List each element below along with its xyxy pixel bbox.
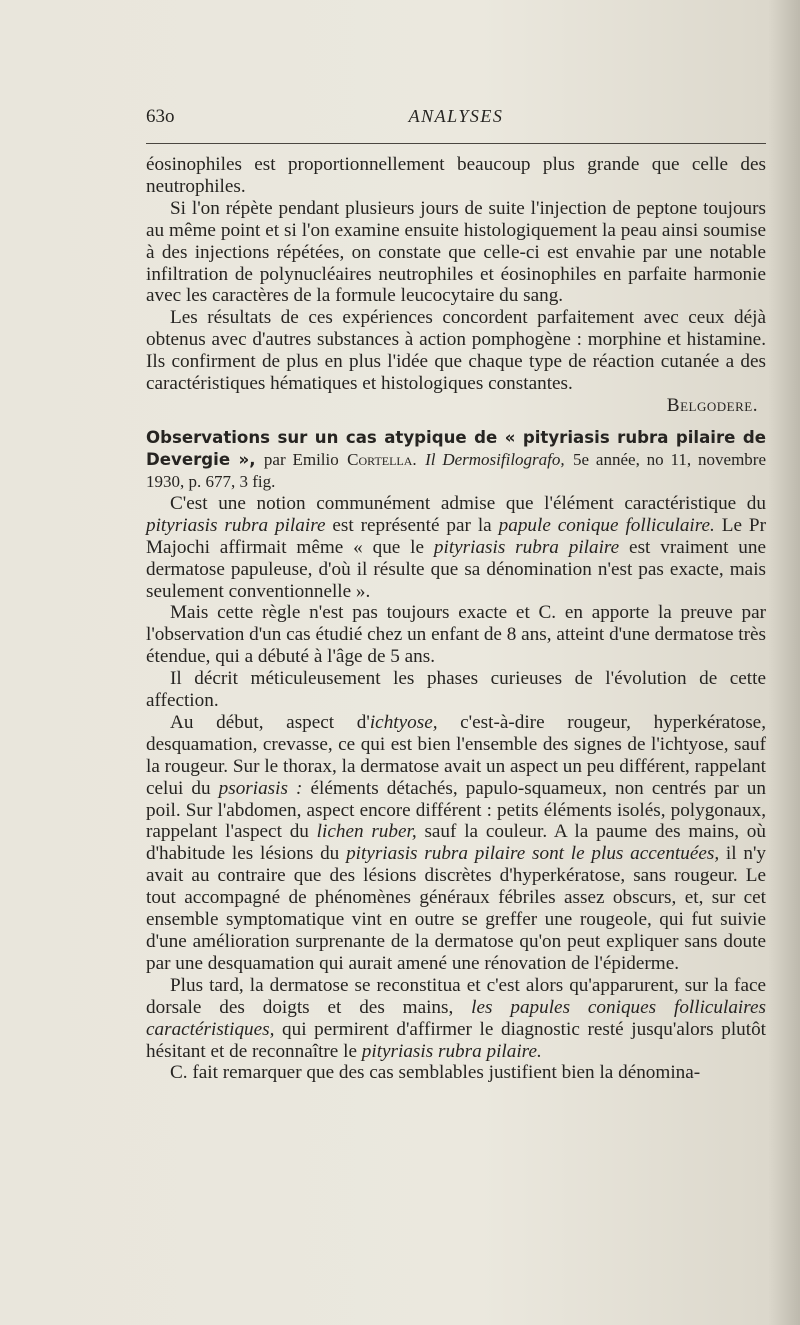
text-run: Mais cette règle n'est pas toujours exacte et C. en apporte la preuve par l'observation d'un cas étudié chez un enfant de 8 ans, atteint d'une dermatose très étendue, qui a débuté à l'âge de 5 ans. (146, 602, 766, 668)
paragraph (146, 668, 766, 712)
text-run: C. fait remarquer que des cas semblables justifient bien la dénomina- (170, 1062, 701, 1084)
paragraph (146, 602, 766, 668)
italic-run: pityriasis rubra pilaire. (361, 1040, 542, 1062)
text-run: éléments détachés, papulo-squameux, non centrés par un poil. Sur l'abdomen, aspect encore différent : petits éléments isolés, polygonaux, rappelant l'aspect du (146, 777, 766, 843)
text-run: Il décrit méticuleusement les phases curieuses de l'évolution de cette affection. (146, 668, 766, 712)
page-body (146, 154, 766, 1084)
text-run: C'est une notion communément admise que l'élément caractéristique du (170, 492, 766, 514)
paragraph: Les résultats de ces expériences concordent parfaitement avec ceux déjà obtenus avec d'autres substances à action pomphogène : morphine et histamine. Ils confirment de plus en plus l'idée que chaque type de réaction cutanée a des caractéristiques hématiques et histologiques constantes. (146, 307, 766, 395)
paragraph (146, 493, 766, 603)
running-title: ANALYSES (408, 106, 504, 126)
article-details: 5e année, no 11, novembre 1930, p. 677, 3 fig. (146, 449, 767, 491)
paragraph: Si l'on répète pendant plusieurs jours de suite l'injection de peptone toujours au même point et si l'on examine ensuite histologiquement la peau ainsi soumise à des injections répétées, on constate que celle-ci est envahie par une notable infiltration de polynucléaires neutrophiles et éosinophiles en parfaite harmonie avec les caractères de la formule leucocytaire du sang. (146, 197, 766, 307)
text-run: est vraiment une dermatose papuleuse, d'où il résulte que sa dénomination n'est pas exacte, mais seulement conventionnelle ». (146, 536, 766, 602)
header-rule (146, 143, 766, 144)
italic-run: pityriasis rubra pilaire (433, 536, 620, 558)
italic-run: lichen ruber, (316, 821, 417, 843)
article-title: Observations sur un cas atypique de « pityriasis rubra pilaire de Devergie », (146, 427, 766, 469)
text-run: Le Pr Majochi affirmait même « que le (146, 514, 766, 558)
text-run: Au début, aspect d' (170, 711, 370, 733)
italic-run: pityriasis rubra pilaire sont le plus accentuées, (346, 843, 720, 865)
article-heading (146, 427, 766, 493)
text-run: sauf la couleur. A la paume des mains, où d'habitude les lésions du (146, 821, 766, 865)
text-run: Plus tard, la dermatose se reconstitua et c'est alors qu'apparurent, sur la face dorsale des doigts et des mains, (146, 974, 766, 1018)
italic-run: pityriasis rubra pilaire (146, 514, 326, 536)
page-header (146, 106, 766, 132)
italic-run: les papules coniques folliculaires caractéristiques, (146, 996, 767, 1040)
italic-run: ichtyose, (369, 711, 438, 733)
text-run: qui permirent d'affirmer le diagnostic resté jusqu'alors plutôt hésitant et de reconnaître le (146, 1018, 766, 1062)
article-by: par Emilio (263, 449, 339, 469)
page-number: 63o (146, 106, 175, 127)
italic-run: papule conique folliculaire. (498, 514, 715, 536)
paragraph (146, 975, 766, 1063)
article-journal: Il Dermosifilografo, (425, 449, 565, 469)
paragraph (146, 1062, 766, 1084)
paragraph: éosinophiles est proportionnellement beaucoup plus grande que celle des neutrophiles. (146, 154, 766, 197)
review-signature (146, 395, 766, 417)
signature-name: Belgodere. (666, 394, 758, 416)
text-run: c'est-à-dire rougeur, hyperkératose, desquamation, crevasse, ce qui est bien l'ensemble des signes de l'ichtyose, sauf la rougeur. Sur le thorax, la dermatose avait un aspect un peu différent, rappelant celui du (146, 711, 766, 799)
text-run: est représenté par la (325, 514, 499, 536)
italic-run: psoriasis : (218, 777, 303, 799)
text-run: il n'y avait au contraire que des lésions discrètes d'hyperkératose, sans rougeur. Le tout accompagné de phénomènes généraux fébriles assez obscurs, et, sur cet ensemble symptomatique vint en outre se greffer une rougeole, qui fut suivie d'une amélioration surprenante de la dermatose qu'on peut expliquer sans doute par une desquamation qui aurait amené une rénovation de l'épiderme. (146, 843, 767, 974)
article-author: Cortella. (347, 449, 417, 469)
paragraph (146, 712, 766, 975)
